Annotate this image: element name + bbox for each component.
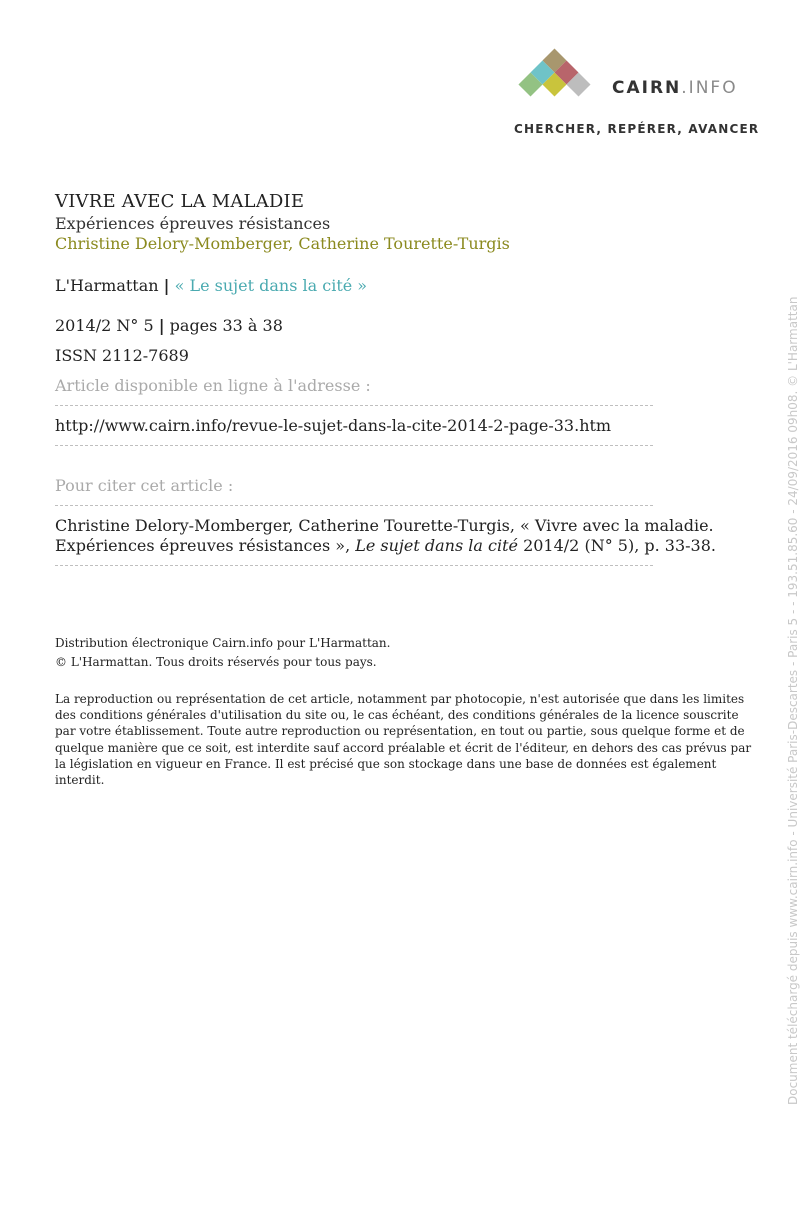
download-watermark: Document téléchargé depuis www.cairn.info - Université Paris-Descartes - Paris 5 - - 193.51.85.60 - 24/09/2016 09h08. © L'Harmattan: [786, 296, 800, 1105]
issue-separator: |: [158, 316, 165, 335]
collection-link[interactable]: « Le sujet dans la cité »: [174, 276, 368, 295]
issue-number: 2014/2 N° 5: [55, 316, 154, 335]
cairn-brand: [612, 78, 738, 98]
article-authors[interactable]: Christine Delory-Momberger, Catherine Tourette-Turgis: [55, 234, 510, 253]
citation-text: [55, 516, 735, 556]
article-url-link[interactable]: http://www.cairn.info/revue-le-sujet-dans-la-cite-2014-2-page-33.htm: [55, 416, 612, 435]
online-label: Article disponible en ligne à l'adresse :: [55, 376, 371, 395]
distribution-note: Distribution électronique Cairn.info pour L'Harmattan.: [55, 636, 391, 650]
brand-name: CAIRN: [612, 78, 682, 98]
article-subtitle: Expériences épreuves résistances: [55, 214, 331, 233]
brand-suffix: .INFO: [681, 78, 738, 98]
article-title: VIVRE AVEC LA MALADIE: [55, 191, 305, 212]
divider: [55, 445, 653, 446]
cairn-diamonds-icon: [512, 48, 604, 108]
divider: [55, 505, 653, 506]
issue-pages: pages 33 à 38: [169, 316, 283, 335]
issue-line: [55, 316, 283, 335]
citation-journal: Le sujet dans la cité: [355, 536, 518, 555]
legal-notice: La reproduction ou représentation de cet article, notamment par photocopie, n'est autorisée que dans les limites des conditions générales d'utilisation du site ou, le cas échéant, des conditions générales de la licence souscrite par votre établissement. Toute autre reproduction ou représentation, en tout ou partie, sous quelque forme et de quelque manière que ce soit, est interdite sauf accord préalable et écrit de l'éditeur, en dehors des cas prévus par la législation en vigueur en France. Il est précisé que son stockage dans une base de données est également interdit.: [55, 692, 752, 788]
issn: ISSN 2112-7689: [55, 346, 189, 365]
publisher-name: L'Harmattan: [55, 276, 159, 295]
citation-part1: Christine Delory-Momberger, Catherine Tourette-Turgis, « Vivre avec la maladie. Expériences épreuves résistances »,: [55, 516, 714, 555]
copyright-note: © L'Harmattan. Tous droits réservés pour tous pays.: [55, 655, 377, 669]
citation-part2: 2014/2 (N° 5), p. 33-38.: [517, 536, 716, 555]
divider: [55, 565, 653, 566]
publisher-line: [55, 276, 367, 295]
divider: [55, 405, 653, 406]
logo-tagline: CHERCHER, REPÉRER, AVANCER: [514, 122, 760, 136]
cite-label: Pour citer cet article :: [55, 476, 234, 495]
publisher-separator: |: [163, 276, 170, 295]
